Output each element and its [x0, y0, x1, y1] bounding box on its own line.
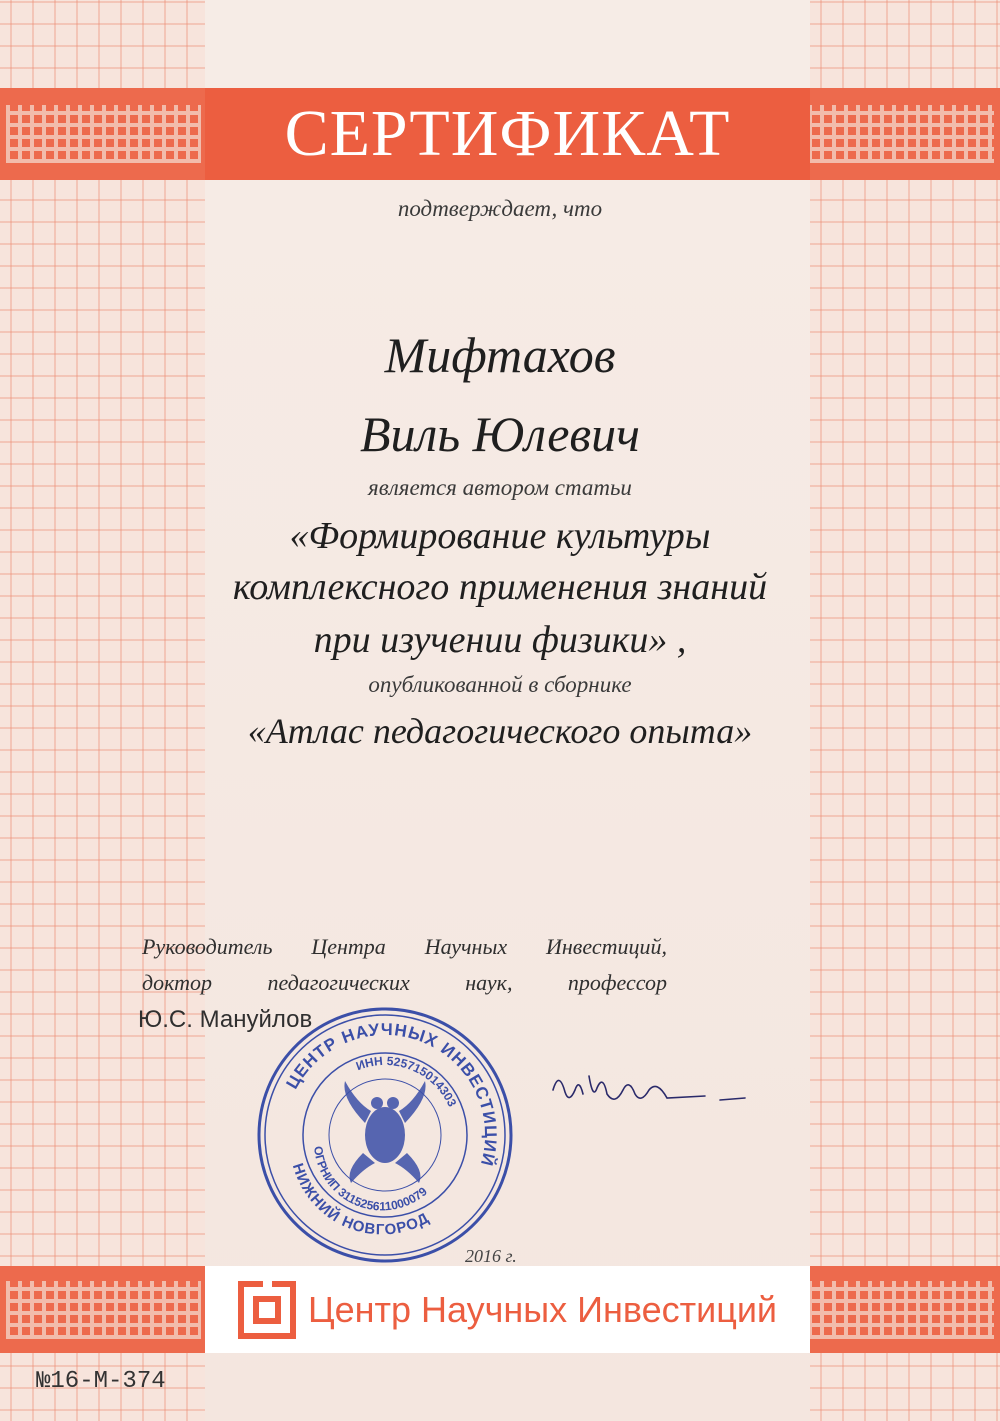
meander-ornament	[808, 1281, 994, 1339]
article-title-line-1: «Формирование культуры	[289, 515, 711, 557]
collection-title: «Атлас педагогического опыта»	[247, 711, 753, 751]
article-title-line-3: при изучении физики» ,	[313, 619, 687, 661]
org-name: Центр Научных Инвестиций	[307, 1288, 778, 1330]
certificate-title: СЕРТИФИКАТ	[284, 97, 731, 170]
stamp-ogrnip: ОГРНИП 311525611000079	[311, 1145, 430, 1214]
handwritten-signature	[545, 1060, 785, 1130]
confirms-text: подтверждает, что	[397, 196, 603, 221]
signatory-title-line-1: Руководитель Центра Научных Инвестиций,	[142, 934, 667, 959]
official-stamp	[253, 1003, 518, 1268]
signatory-name: Ю.С. Мануйлов	[138, 1006, 313, 1033]
header-band	[0, 88, 1000, 180]
eagle-emblem-icon	[344, 1081, 425, 1183]
meander-ornament	[808, 105, 994, 163]
recipient-surname: Мифтахов	[384, 327, 616, 383]
recipient-given-names: Виль Юлевич	[359, 406, 640, 462]
footer-logo-box	[205, 1266, 810, 1353]
stamp-text-bottom: НИЖНИЙ НОВГОРОД	[288, 1161, 433, 1239]
org-logo-icon	[238, 1281, 296, 1339]
signatory-title-line-2: доктор педагогических наук, профессор	[142, 970, 667, 995]
stamp-inn: ИНН 525715014303	[354, 1053, 460, 1109]
title-box	[205, 88, 810, 180]
certificate-number: №16-М-374	[36, 1368, 166, 1395]
article-title-line-2: комплексного применения знаний	[232, 566, 768, 608]
published-in-text: опубликованной в сборнике	[368, 672, 632, 697]
meander-ornament	[6, 105, 201, 163]
meander-ornament	[6, 1281, 201, 1339]
issue-year: 2016 г.	[465, 1246, 517, 1266]
author-of-text: является автором статьи	[368, 475, 632, 500]
footer-band	[0, 1266, 1000, 1353]
stamp-text-top: ЦЕНТР НАУЧНЫХ ИНВЕСТИЦИЙ	[282, 1019, 501, 1169]
